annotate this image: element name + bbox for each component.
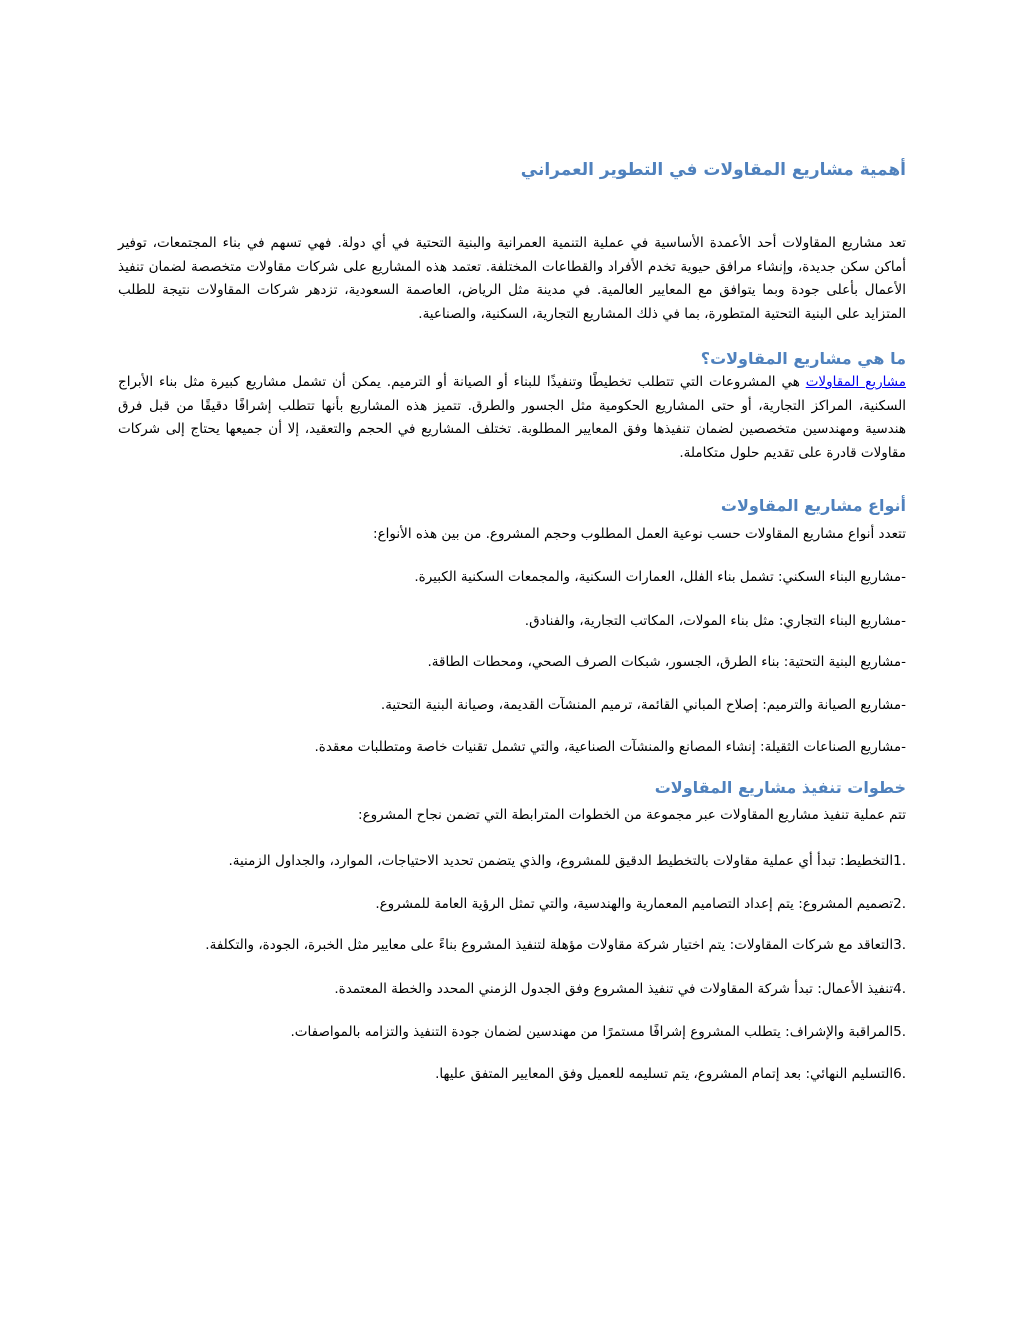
type-item-residential: -مشاريع البناء السكني: تشمل بناء الفلل، العمارات السكنية، والمجمعات السكنية الكبيرة.	[414, 569, 906, 585]
steps-lead: تتم عملية تنفيذ مشاريع المقاولات عبر مجموعة من الخطوات المترابطة التي تضمن نجاح المشروع:	[358, 807, 906, 823]
types-section	[118, 494, 906, 544]
page-title: أهمية مشاريع المقاولات في التطوير العمراني	[520, 160, 906, 180]
step-item-contracting: .3التعاقد مع شركات المقاولات: يتم اختيار شركة مقاولات مؤهلة لتنفيذ المشروع بناءً على معايير مثل الخبرة، الجودة، والتكلفة.	[205, 937, 906, 953]
types-lead: تتعدد أنواع مشاريع المقاولات حسب نوعية العمل المطلوب وحجم المشروع. من بين هذه الأنواع:	[373, 526, 906, 542]
what-heading: ما هي مشاريع المقاولات؟	[700, 349, 906, 368]
what-body-text: هي المشروعات التي تتطلب تخطيطًا وتنفيذًا للبناء أو الصيانة أو الترميم. يمكن أن تشمل مشاريع كبيرة مثل بناء الأبراج السكنية، المراكز التجارية، أو حتى المشاريع الحكومية مثل الجسور والطرق. تتميز هذه المشاريع بأنها تتطلب إشرافًا دقيقًا من قبل فرق هندسية ومهندسين متخصصين لضمان تنفيذها وفق المعايير المطلوبة. تختلف المشاريع في الحجم والتعقيد، إلا أن جميعها يحتاج إلى شركات مقاولات قادرة على تقديم حلول متكاملة.	[118, 374, 906, 461]
type-item-heavy-industry: -مشاريع الصناعات الثقيلة: إنشاء المصانع والمنشآت الصناعية، والتي تشمل تقنيات خاصة ومتطلبات معقدة.	[314, 739, 906, 755]
step-item-planning: .1التخطيط: تبدأ أي عملية مقاولات بالتخطيط الدقيق للمشروع، والذي يتضمن تحديد الاحتياجات، الموارد، والجداول الزمنية.	[228, 853, 906, 869]
step-item-supervision: .5المراقبة والإشراف: يتطلب المشروع إشرافًا مستمرًا من مهندسين لضمان جودة التنفيذ والتزامه بالمواصفات.	[290, 1024, 906, 1040]
steps-section	[118, 776, 906, 825]
intro-section	[118, 232, 906, 326]
intro-paragraph: تعد مشاريع المقاولات أحد الأعمدة الأساسية في عملية التنمية العمرانية والبنية التحتية في أي دولة. فهي تسهم في بناء المجتمعات، توفير أماكن سكن جديدة، وإنشاء مرافق حيوية تخدم الأفراد والقطاعات المختلفة. تعتمد هذه المشاريع على شركات مقاولات متخصصة لضمان تنفيذ الأعمال بأعلى جودة وبما يتوافق مع المعايير العالمية. في مدينة مثل الرياض، العاصمة السعودية، تزدهر شركات المقاولات نتيجة للطلب المتزايد على البنية التحتية المتطورة، بما في ذلك المشاريع التجارية، السكنية، والصناعية.	[118, 235, 906, 322]
steps-heading: خطوات تنفيذ مشاريع المقاولات	[654, 778, 906, 797]
what-section	[118, 347, 906, 465]
type-item-maintenance: -مشاريع الصيانة والترميم: إصلاح المباني القائمة، ترميم المنشآت القديمة، وصيانة البنية التحتية.	[380, 697, 906, 713]
contracting-projects-link[interactable]: مشاريع المقاولات	[805, 374, 906, 390]
type-item-infrastructure: -مشاريع البنية التحتية: بناء الطرق، الجسور، شبكات الصرف الصحي، ومحطات الطاقة.	[427, 654, 906, 670]
step-item-execution: .4تنفيذ الأعمال: تبدأ شركة المقاولات في تنفيذ المشروع وفق الجدول الزمني المحدد والخطة المعتمدة.	[334, 981, 906, 997]
what-paragraph	[118, 371, 906, 465]
step-item-delivery: .6التسليم النهائي: بعد إتمام المشروع، يتم تسليمه للعميل وفق المعايير المتفق عليها.	[435, 1066, 906, 1082]
step-item-design: .2تصميم المشروع: يتم إعداد التصاميم المعمارية والهندسية، والتي تمثل الرؤية العامة للمشروع.	[375, 896, 906, 912]
type-item-commercial: -مشاريع البناء التجاري: مثل بناء المولات، المكاتب التجارية، والفنادق.	[524, 613, 906, 629]
types-heading: أنواع مشاريع المقاولات	[720, 496, 906, 515]
